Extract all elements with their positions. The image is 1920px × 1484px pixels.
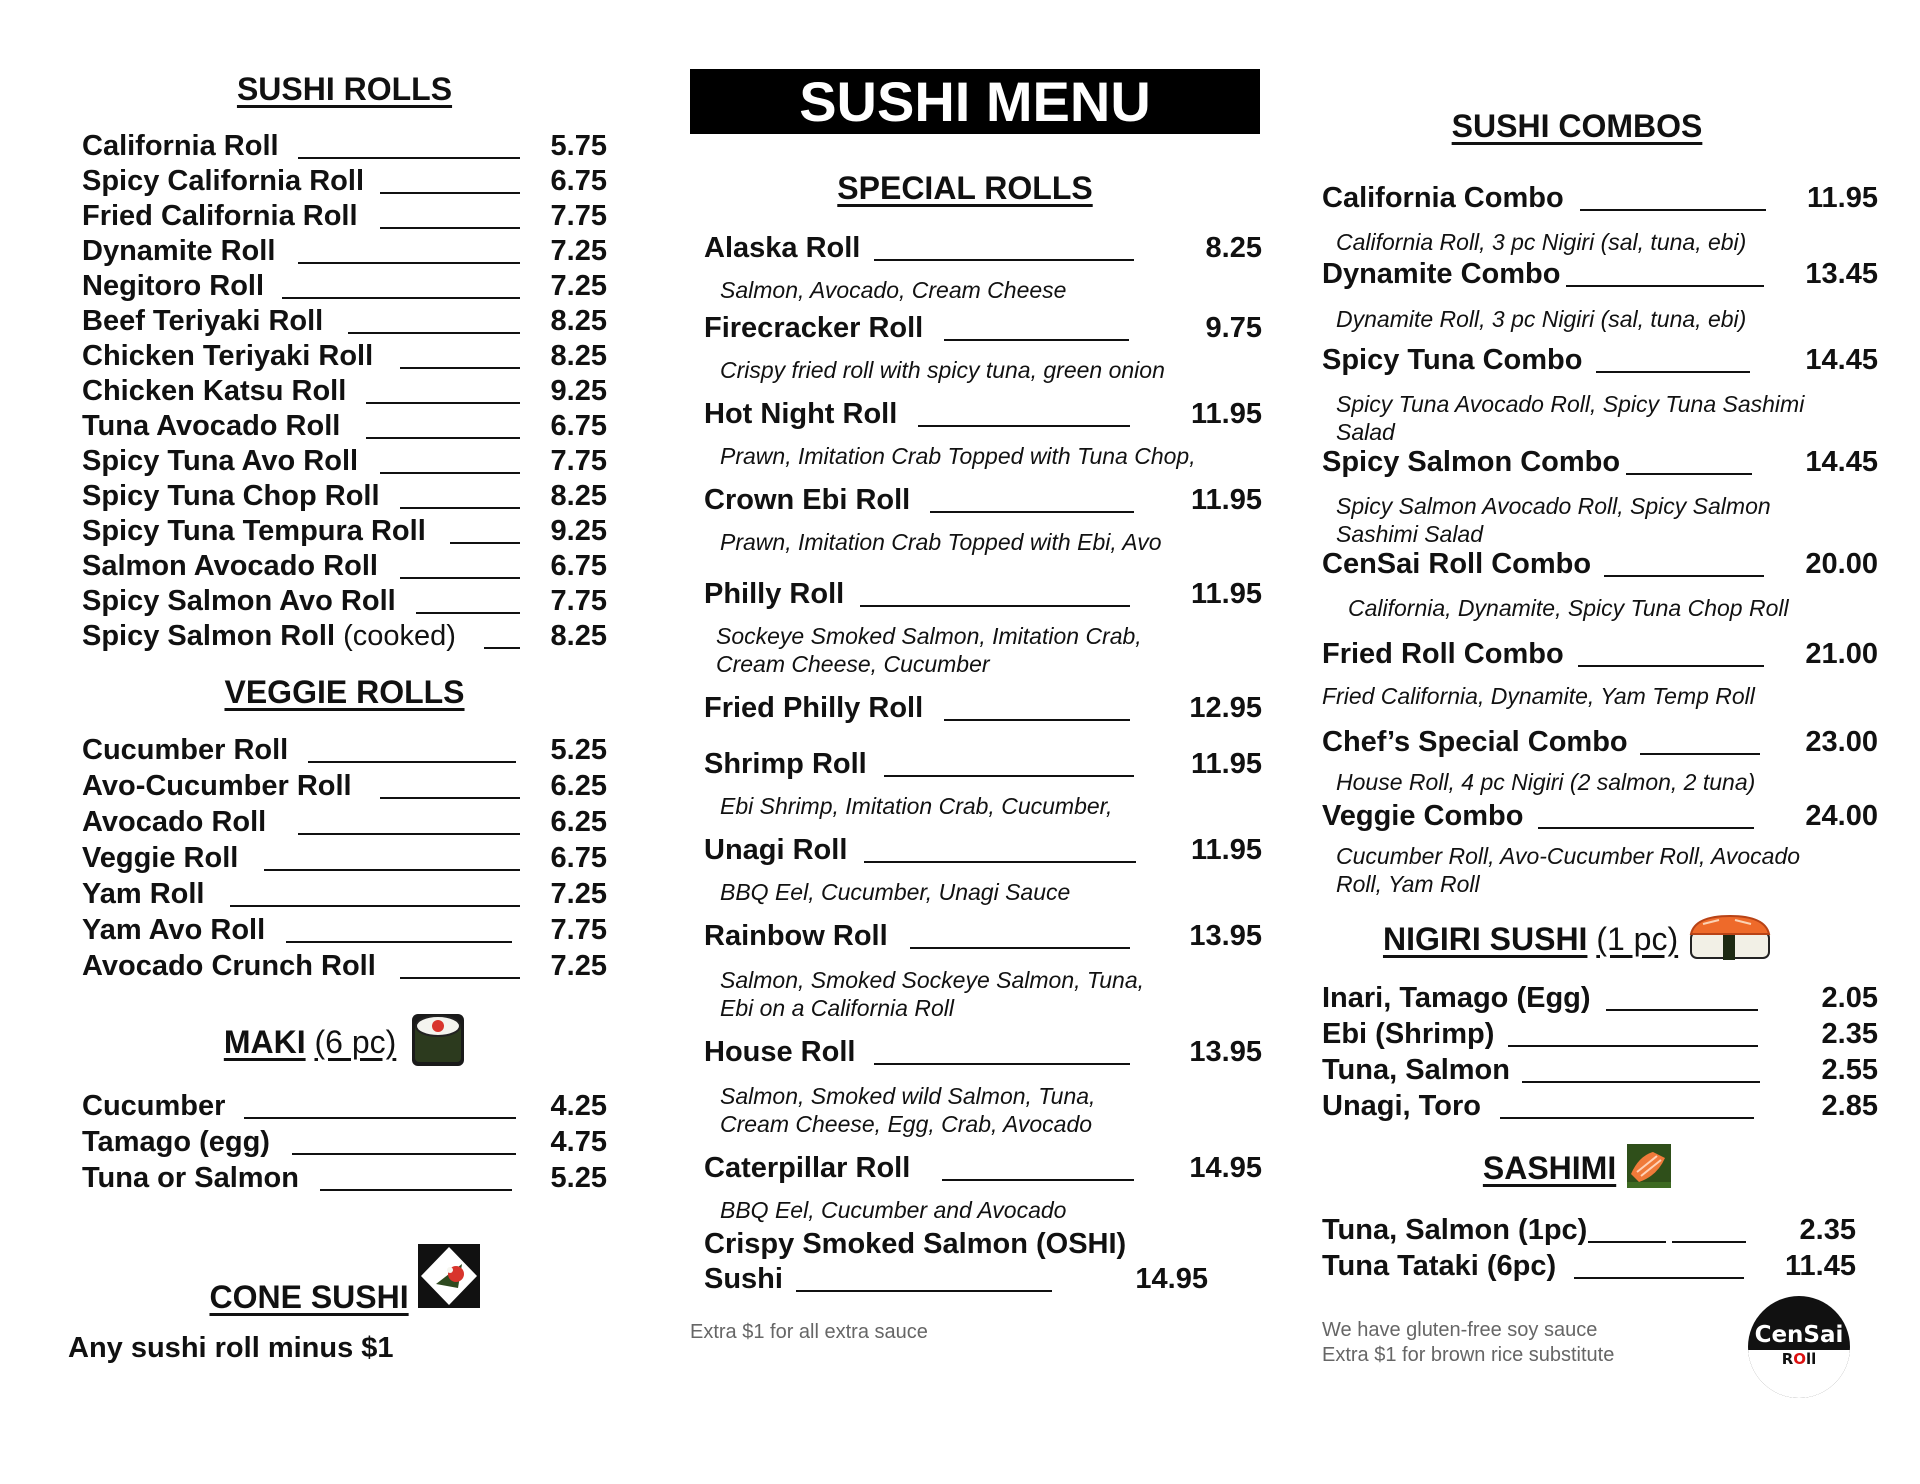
item-price: 6.25 xyxy=(550,806,607,838)
leader-line xyxy=(874,259,1134,261)
sushi-combos-title: SUSHI COMBOS xyxy=(1451,108,1703,144)
menu-item xyxy=(82,338,607,374)
item-price: 11.95 xyxy=(1191,578,1262,610)
item-price: 7.75 xyxy=(550,914,607,946)
item-name: Rainbow Roll xyxy=(704,920,888,952)
menu-item xyxy=(1322,1212,1856,1248)
leader-line xyxy=(348,332,520,334)
item-name: California Roll xyxy=(82,130,279,162)
item-price: 6.75 xyxy=(550,410,607,442)
menu-item xyxy=(704,832,1262,868)
item-description-line: Cucumber Roll, Avo-Cucumber Roll, Avocado xyxy=(1336,843,1801,869)
item-name: Veggie Combo xyxy=(1322,800,1524,832)
item-name: Avo-Cucumber Roll xyxy=(82,770,352,802)
item-name: Spicy Salmon Combo xyxy=(1322,446,1621,478)
cone-sushi-note: Any sushi roll minus $1 xyxy=(68,1332,394,1364)
item-name: Tuna, Salmon xyxy=(1322,1054,1510,1086)
item-name: Spicy Tuna Avo Roll xyxy=(82,445,359,477)
item-name: Tuna Avocado Roll xyxy=(82,410,341,442)
item-price: 8.25 xyxy=(1205,232,1262,264)
item-description-line: Cream Cheese, Egg, Crab, Avocado xyxy=(720,1111,1093,1137)
item-name: Alaska Roll xyxy=(704,232,861,264)
leader-line xyxy=(1566,285,1764,287)
leader-line xyxy=(244,1117,516,1119)
menu-item xyxy=(82,268,607,304)
leader-line xyxy=(1574,1277,1744,1279)
leader-line xyxy=(380,192,520,194)
item-name: Fried Roll Combo xyxy=(1322,638,1564,670)
item-name: Chicken Katsu Roll xyxy=(82,375,347,407)
item-name: Ebi (Shrimp) xyxy=(1322,1018,1495,1050)
item-description: BBQ Eel, Cucumber and Avocado xyxy=(720,1197,1067,1223)
menu-item xyxy=(1322,1248,1856,1284)
menu-banner-title: SUSHI MENU xyxy=(690,69,1260,134)
item-price: 2.05 xyxy=(1821,982,1878,1014)
menu-item xyxy=(82,513,607,549)
leader-line xyxy=(380,797,520,799)
leader-line xyxy=(282,297,520,299)
item-price: 5.25 xyxy=(550,734,607,766)
item-price: 11.95 xyxy=(1191,748,1262,780)
item-description xyxy=(1336,842,1800,898)
leader-line xyxy=(366,402,520,404)
leader-line xyxy=(380,472,520,474)
leader-line xyxy=(1606,1009,1758,1011)
special-rolls-title: SPECIAL ROLLS xyxy=(837,170,1093,206)
menu-item xyxy=(1322,724,1878,760)
footer-notes xyxy=(1322,1318,1614,1368)
item-price: 23.00 xyxy=(1805,726,1878,758)
leader-line xyxy=(264,869,520,871)
leader-line xyxy=(286,941,512,943)
menu-item xyxy=(82,373,607,409)
item-price: 21.00 xyxy=(1805,638,1878,670)
item-price: 11.95 xyxy=(1807,182,1878,214)
gluten-free-note: We have gluten-free soy sauce xyxy=(1322,1319,1598,1341)
leader-line xyxy=(864,861,1136,863)
leader-line xyxy=(298,833,520,835)
item-price: 13.95 xyxy=(1189,1036,1262,1068)
item-description-line: Cream Cheese, Cucumber xyxy=(716,651,990,677)
item-description-line: Spicy Salmon Avocado Roll, Spicy Salmon xyxy=(1336,493,1771,519)
item-price: 2.35 xyxy=(1821,1018,1878,1050)
leader-line xyxy=(1580,209,1766,211)
item-description: Crispy fried roll with spicy tuna, green onion xyxy=(720,357,1165,383)
menu-item xyxy=(704,1034,1262,1070)
item-price: 13.95 xyxy=(1189,920,1262,952)
cone-sushi-icon xyxy=(418,1244,480,1317)
sashimi-icon xyxy=(1627,1144,1671,1197)
item-name: Salmon Avocado Roll xyxy=(82,550,378,582)
item-price: 8.25 xyxy=(550,480,607,512)
menu-item xyxy=(704,576,1262,612)
item-price: 7.25 xyxy=(550,235,607,267)
item-name: Tamago (egg) xyxy=(82,1126,270,1158)
leader-line xyxy=(298,262,520,264)
item-price: 9.25 xyxy=(550,515,607,547)
leader-line xyxy=(1522,1081,1760,1083)
item-price: 6.25 xyxy=(550,770,607,802)
item-description xyxy=(720,966,1144,1022)
item-description-line: Ebi on a California Roll xyxy=(720,995,954,1021)
menu-item xyxy=(82,732,607,768)
item-name: Unagi Roll xyxy=(704,834,848,866)
item-description-line: Roll, Yam Roll xyxy=(1336,871,1480,897)
item-name: Beef Teriyaki Roll xyxy=(82,305,324,337)
item-name: Philly Roll xyxy=(704,578,845,610)
item-name: Spicy Salmon Avo Roll xyxy=(82,585,396,617)
menu-item xyxy=(1322,1052,1878,1088)
item-price: 20.00 xyxy=(1805,548,1878,580)
menu-item xyxy=(1322,980,1878,1016)
item-price: 7.75 xyxy=(550,585,607,617)
item-name: Sushi xyxy=(704,1263,783,1295)
leader-line xyxy=(942,1179,1134,1181)
logo-text: CenSai xyxy=(1754,1322,1844,1348)
menu-item xyxy=(1322,636,1878,672)
leader-line xyxy=(796,1290,1052,1292)
menu-item xyxy=(82,408,607,444)
menu-item xyxy=(82,1088,607,1124)
item-description xyxy=(720,1082,1095,1138)
leader-line xyxy=(944,719,1130,721)
leader-line xyxy=(918,425,1130,427)
maki-roll-icon xyxy=(411,1012,465,1077)
item-name: Tuna or Salmon xyxy=(82,1162,299,1194)
leader-line xyxy=(1626,473,1752,475)
cone-sushi-title: CONE SUSHI xyxy=(82,1244,607,1317)
item-price: 13.45 xyxy=(1805,258,1878,290)
menu-item xyxy=(82,804,607,840)
item-name: Spicy California Roll xyxy=(82,165,364,197)
item-description-line: Salad xyxy=(1336,419,1395,445)
menu-item xyxy=(1322,256,1878,292)
item-name: Spicy Tuna Tempura Roll xyxy=(82,515,426,547)
menu-item xyxy=(82,548,607,584)
item-name: House Roll xyxy=(704,1036,856,1068)
leader-line xyxy=(1500,1117,1754,1119)
item-name: Firecracker Roll xyxy=(704,312,924,344)
extra-sauce-note: Extra $1 for all extra sauce xyxy=(690,1321,928,1343)
leader-line xyxy=(1508,1045,1758,1047)
sushi-rolls-title: SUSHI ROLLS xyxy=(236,71,453,107)
item-description-line: Spicy Tuna Avocado Roll, Spicy Tuna Sashimi xyxy=(1336,391,1805,417)
item-name: Yam Avo Roll xyxy=(82,914,266,946)
item-description: California Roll, 3 pc Nigiri (sal, tuna, ebi) xyxy=(1336,229,1747,255)
menu-item xyxy=(704,1150,1262,1186)
item-price: 7.25 xyxy=(550,950,607,982)
item-name: CenSai Roll Combo xyxy=(1322,548,1592,580)
item-price: 4.75 xyxy=(550,1126,607,1158)
item-name: Avocado Roll xyxy=(82,806,267,838)
item-name: Negitoro Roll xyxy=(82,270,265,302)
menu-item xyxy=(704,918,1262,954)
menu-item xyxy=(82,1124,607,1160)
leader-line xyxy=(416,612,520,614)
item-price: 5.75 xyxy=(550,130,607,162)
menu-item xyxy=(82,618,607,654)
leader-line xyxy=(1640,753,1760,755)
leader-line xyxy=(400,577,520,579)
item-qualifier: (cooked) xyxy=(343,620,456,652)
item-price: 14.45 xyxy=(1805,446,1878,478)
menu-item xyxy=(704,230,1262,266)
item-name: Tuna Tataki (6pc) xyxy=(1322,1250,1557,1282)
leader-line xyxy=(400,507,520,509)
leader-line xyxy=(1596,371,1750,373)
leader-line xyxy=(380,227,520,229)
leader-line xyxy=(308,761,516,763)
item-price: 4.25 xyxy=(550,1090,607,1122)
leader-line xyxy=(230,905,520,907)
item-description: BBQ Eel, Cucumber, Unagi Sauce xyxy=(720,879,1071,905)
item-name: Chicken Teriyaki Roll xyxy=(82,340,374,372)
item-price: 7.75 xyxy=(550,445,607,477)
nigiri-title: NIGIRI SUSHI (1 pc) xyxy=(1282,914,1872,969)
item-price: 12.95 xyxy=(1189,692,1262,724)
leader-line xyxy=(944,339,1129,341)
item-description-line: Sashimi Salad xyxy=(1336,521,1484,547)
item-description xyxy=(1336,492,1771,548)
item-price: 6.75 xyxy=(550,842,607,874)
item-description-line: Sockeye Smoked Salmon, Imitation Crab, xyxy=(716,623,1142,649)
item-description-line: Salmon, Smoked wild Salmon, Tuna, xyxy=(720,1083,1096,1109)
item-description: California, Dynamite, Spicy Tuna Chop Roll xyxy=(1348,595,1789,621)
item-description: Prawn, Imitation Crab Topped with Ebi, Avo xyxy=(720,529,1162,555)
item-name: Fried California Roll xyxy=(82,200,358,232)
menu-item xyxy=(704,1261,1208,1297)
menu-item xyxy=(82,443,607,479)
leader-line xyxy=(860,605,1130,607)
leader-line xyxy=(910,947,1130,949)
item-name-main: Spicy Salmon Roll xyxy=(82,620,335,652)
item-price: 2.85 xyxy=(1821,1090,1878,1122)
menu-item xyxy=(1322,180,1878,216)
item-price: 6.75 xyxy=(550,550,607,582)
menu-item xyxy=(82,478,607,514)
menu-item xyxy=(82,876,607,912)
menu-item xyxy=(82,198,607,234)
item-price: 7.25 xyxy=(550,270,607,302)
item-price: 2.35 xyxy=(1799,1214,1856,1246)
leader-line xyxy=(298,157,520,159)
maki-title: MAKI (6 pc) xyxy=(82,1012,607,1077)
item-price: 11.45 xyxy=(1785,1250,1856,1282)
menu-item xyxy=(1322,1088,1878,1124)
menu-item xyxy=(704,1226,1260,1262)
menu-item xyxy=(1322,798,1878,834)
item-name: Cucumber Roll xyxy=(82,734,289,766)
item-name: Caterpillar Roll xyxy=(704,1152,911,1184)
item-name: California Combo xyxy=(1322,182,1564,214)
menu-item xyxy=(82,128,607,164)
menu-item xyxy=(704,396,1262,432)
menu-item xyxy=(1322,1016,1878,1052)
item-price: 14.95 xyxy=(1135,1263,1208,1295)
menu-item xyxy=(1322,546,1878,582)
item-name: Fried Philly Roll xyxy=(704,692,924,724)
leader-line xyxy=(400,367,520,369)
item-price: 8.25 xyxy=(550,620,607,652)
item-description-line: Salmon, Smoked Sockeye Salmon, Tuna, xyxy=(720,967,1145,993)
item-price: 14.45 xyxy=(1805,344,1878,376)
item-price: 11.95 xyxy=(1191,834,1262,866)
item-name: Chef’s Special Combo xyxy=(1322,726,1628,758)
menu-item xyxy=(704,482,1262,518)
item-name: Yam Roll xyxy=(82,878,205,910)
item-name: Crown Ebi Roll xyxy=(704,484,911,516)
menu-item xyxy=(82,163,607,199)
leader-line xyxy=(1588,1241,1666,1243)
item-price: 7.25 xyxy=(550,878,607,910)
menu-item xyxy=(82,840,607,876)
menu-item xyxy=(82,303,607,339)
item-name: Spicy Tuna Combo xyxy=(1322,344,1583,376)
leader-line xyxy=(484,647,520,649)
leader-line xyxy=(1672,1241,1746,1243)
censai-roll-logo xyxy=(1748,1296,1850,1398)
leader-line xyxy=(450,542,520,544)
menu-item xyxy=(82,768,607,804)
menu-item xyxy=(82,583,607,619)
item-price: 8.25 xyxy=(550,305,607,337)
nigiri-icon xyxy=(1689,914,1771,969)
menu-item xyxy=(82,233,607,269)
leader-line xyxy=(400,977,520,979)
brown-rice-note: Extra $1 for brown rice substitute xyxy=(1322,1344,1615,1366)
item-price: 14.95 xyxy=(1189,1152,1262,1184)
item-description xyxy=(1336,390,1804,446)
leader-line xyxy=(1578,665,1764,667)
item-price: 24.00 xyxy=(1805,800,1878,832)
item-name: Veggie Roll xyxy=(82,842,239,874)
leader-line xyxy=(1604,575,1764,577)
item-price: 9.25 xyxy=(550,375,607,407)
item-price: 9.75 xyxy=(1205,312,1262,344)
menu-item xyxy=(704,690,1262,726)
item-name xyxy=(82,618,456,654)
menu-item xyxy=(82,948,607,984)
leader-line xyxy=(366,437,520,439)
leader-line xyxy=(874,1063,1130,1065)
item-price: 5.25 xyxy=(550,1162,607,1194)
sashimi-title: SASHIMI xyxy=(1282,1144,1872,1197)
item-name: Cucumber xyxy=(82,1090,226,1122)
menu-item xyxy=(1322,444,1878,480)
item-name: Hot Night Roll xyxy=(704,398,898,430)
item-price: 2.55 xyxy=(1821,1054,1878,1086)
leader-line xyxy=(292,1153,516,1155)
leader-line xyxy=(320,1189,512,1191)
item-description: Fried California, Dynamite, Yam Temp Roll xyxy=(1322,683,1755,709)
item-price: 11.95 xyxy=(1191,484,1262,516)
menu-item xyxy=(704,746,1262,782)
item-description: Prawn, Imitation Crab Topped with Tuna Chop, xyxy=(720,443,1196,469)
menu-item xyxy=(704,310,1262,346)
item-price: 8.25 xyxy=(550,340,607,372)
logo-subtext: ROll xyxy=(1781,1350,1817,1368)
item-name: Inari, Tamago (Egg) xyxy=(1322,982,1591,1014)
menu-item xyxy=(82,912,607,948)
item-name: Unagi, Toro xyxy=(1322,1090,1481,1122)
item-description: House Roll, 4 pc Nigiri (2 salmon, 2 tuna) xyxy=(1336,769,1756,795)
leader-line xyxy=(884,775,1134,777)
item-name: Crispy Smoked Salmon (OSHI) xyxy=(704,1228,1127,1260)
menu-item xyxy=(82,1160,607,1196)
item-price: 7.75 xyxy=(550,200,607,232)
leader-line xyxy=(930,511,1134,513)
item-description: Ebi Shrimp, Imitation Crab, Cucumber, xyxy=(720,793,1113,819)
item-price: 6.75 xyxy=(550,165,607,197)
item-description xyxy=(716,622,1142,678)
item-name: Dynamite Combo xyxy=(1322,258,1561,290)
item-name: Shrimp Roll xyxy=(704,748,867,780)
item-name: Spicy Tuna Chop Roll xyxy=(82,480,380,512)
item-description: Dynamite Roll, 3 pc Nigiri (sal, tuna, ebi) xyxy=(1336,306,1747,332)
veggie-rolls-title: VEGGIE ROLLS xyxy=(224,674,465,710)
menu-item xyxy=(1322,342,1878,378)
leader-line xyxy=(1538,827,1754,829)
item-name: Tuna, Salmon (1pc) xyxy=(1322,1214,1588,1246)
item-description: Salmon, Avocado, Cream Cheese xyxy=(720,277,1067,303)
item-name: Dynamite Roll xyxy=(82,235,276,267)
item-name: Avocado Crunch Roll xyxy=(82,950,376,982)
item-price: 11.95 xyxy=(1191,398,1262,430)
